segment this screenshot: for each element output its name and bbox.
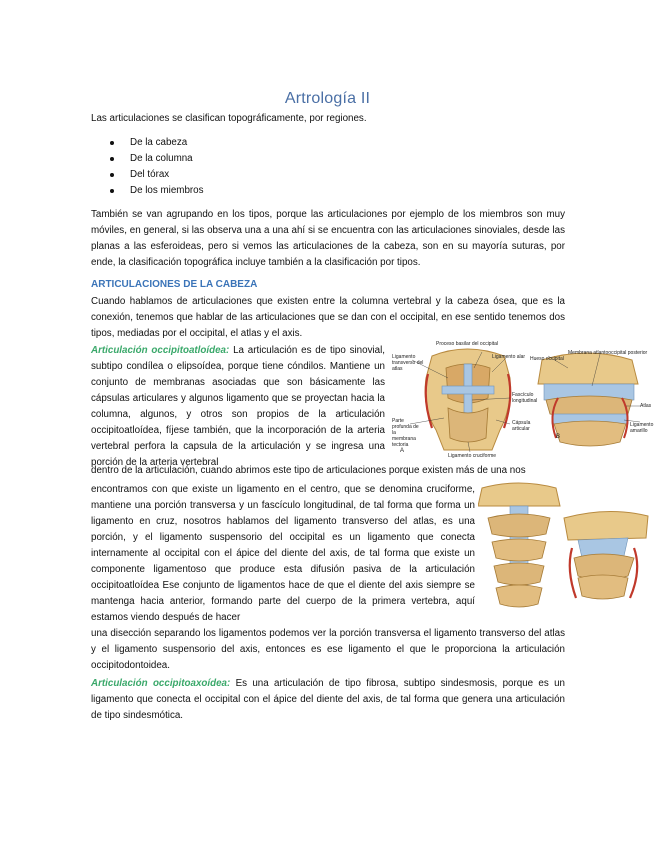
regions-list	[106, 135, 204, 199]
paragraph-text: La articulación es de tipo sinovial, subtipo condílea o elipsoídea, porque tiene cóndilos. Mantiene un conjunto de membranas asociadas que son básicamente las cápsulas articulares y algunos ligamento que se proyectan hacia la columna, algunos, y otros son propios de la articulación occipitoatloídea, fíjese también, que la incorporación de la arteria vertebral perfora la capsula de la articulación y se ingresa una porción de la arteria vertebral	[91, 345, 385, 468]
list-item: De la cabeza	[106, 135, 204, 151]
panel-b	[538, 353, 640, 446]
lateral-view	[564, 511, 648, 599]
page-title: Artrología II	[284, 90, 371, 107]
paragraph-occipitoaxoidea	[91, 676, 565, 724]
paragraph-cruciforme: encontramos con que existe un ligamento en el centro, que se denomina cruciforme, mantiene una porción transversa y un fascículo longitudinal, de tal forma que forma un ligamento en cruz, nosotros hablamos del ligamento transverso del atlas, es una porción, y el ligamento suspensorio del occipital es un ligamento que conecta internamente al occipital con el ápice del diente del axis, de tal forma que existe un componente ligamentoso que produce esta difusión pasiva de la articulación occipitoatloídea Ese conjunto de ligamentos hace de que el diente del axis siempre se mantenga hacia anterior, formando parte del cuerpo de la primera vertebra, aquí estamos viendo después de hacer	[91, 484, 475, 623]
paragraph-continuation: dentro de la articulación, cuando abrimos este tipo de articulaciones porque existen más de una nos	[91, 465, 526, 476]
section-heading: ARTICULACIONES DE LA CABEZA	[91, 279, 258, 290]
dissection-illustration	[478, 478, 650, 620]
label-membrana: Membrana atlantooccipital posterior	[568, 350, 648, 356]
term-occipitoatloidea: Articulación occipitoatloídea:	[91, 345, 230, 356]
label-amarillo: Ligamento amarillo	[630, 422, 654, 434]
paragraph-text: Es una articulación de tipo fibrosa, subtipo sindesmosis, porque es un ligamento que conecta el occipital con el ápice del diente del axis, de tal forma que genera una articulación de tipo sindesmótica.	[91, 678, 565, 721]
paragraph-types: También se van agrupando en los tipos, porque las articulaciones por ejemplo de los miembros son muy móviles, en general, si las observa una a una ahí si se encuentra con las articulaciones sinoviales, desde las planas a las esferoideas, pero si vemos las articulaciones de la cabeza, son en su mayoría suturas, por ende, la clasificación topográfica incluye también a la clasificación por tipos.	[91, 209, 565, 268]
paragraph-dissection: una disección separando los ligamentos podemos ver la porción transversa el ligamento transverso del atlas y el ligamento suspensorio del axis, entonces es ese ligamento el que le proporciona la articulación occipitodontoidea.	[91, 628, 565, 671]
label-cruciforme: Ligamento cruciforme	[448, 453, 497, 459]
label-tectoria: Parte profunda de la membrana tectoria	[392, 418, 419, 448]
posterior-view	[478, 483, 560, 607]
paragraph-occipitoatloidea	[91, 343, 385, 471]
label-alar: Ligamento alar	[492, 354, 526, 360]
label-atlas: Atlas	[640, 403, 652, 409]
list-item: Del tórax	[106, 167, 204, 183]
label-transverso: Ligamento transverso del atlas	[392, 354, 424, 372]
figure-craniovertebral-ligaments	[392, 338, 654, 460]
label-letter-b: B	[556, 434, 561, 440]
label-basilar: Proceso basilar del occipital	[436, 341, 498, 347]
label-letter-a: A	[400, 448, 405, 454]
label-fasciculo: Fascículo longitudinal	[512, 392, 538, 404]
term-occipitoaxoidea: Articulación occipitoaxoídea:	[91, 678, 231, 689]
figure-cruciform-dissection	[478, 478, 650, 620]
paragraph-head: Cuando hablamos de articulaciones que existen entre la columna vertebral y la cabeza ósea, que es la conexión, tenemos que hablar de las articulaciones que se dan con el occipital, en ese sentido tenemos dos tipos, mediadas por el occipital, el atlas y el axis.	[91, 296, 565, 339]
list-item: De los miembros	[106, 183, 204, 199]
label-capsula: Cápsula articular	[512, 420, 531, 432]
label-occipital: Hueso occipital	[530, 356, 564, 362]
intro-text: Las articulaciones se clasifican topográficamente, por regiones.	[91, 113, 367, 124]
list-item: De la columna	[106, 151, 204, 167]
